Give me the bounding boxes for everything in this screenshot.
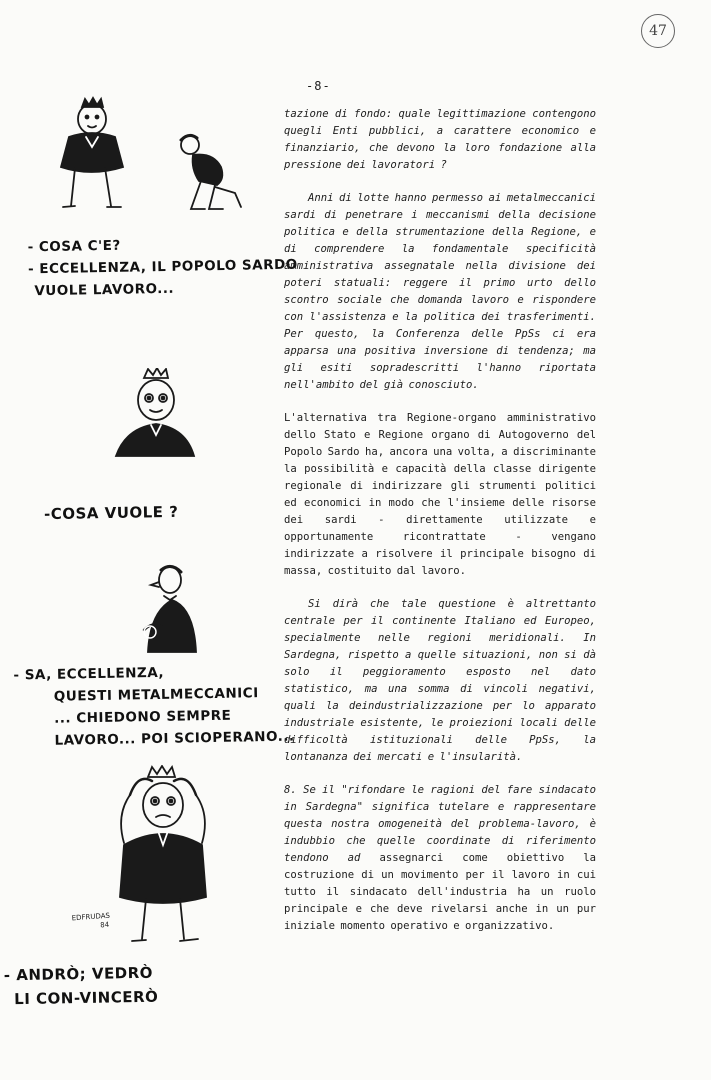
paragraph-4-text: Si dirà che tale questione è altrettanto centrale per il continente Italiano ed Europeo, specialmente nelle regioni meridionali. In Sardegna, rispetto a quelle situazioni, non si dà solo il peggioramento esposto nel dato statistico, ma una somma di vincoli negativi, quali la deindustrializzazione per lo apparato industriale esistente, le proiezioni locali delle difficoltà istituzionali delle PpSs, la lontananza dei mercati e l'insularità. — [284, 598, 596, 763]
paragraph-5-text-upright: assegnarci come obiettivo la costruzione di un movimento per il lavoro in cui tutto il sindacato dell'industria ha un ruolo principale e che deve rivelarsi anche in un pur iniziale momento operativo e organizzativo. — [284, 852, 596, 932]
caption-1-line-1: - COSA C'E? — [27, 237, 121, 256]
paragraph-1-text: tazione di fondo: quale legittimazione contengono quegli Enti pubblici, a carattere economico e finanziario, che devono la loro fondazione alla pressione dei lavoratori ? — [284, 108, 596, 171]
caption-4-line-1: - ANDRÒ; VEDRÒ — [3, 963, 154, 985]
paragraph-5-text-italic: 8. Se il "rifondare le ragioni del fare sindacato in Sardegna" significa tutelare e rappresentare questa nostra omogeneità del problema-lavoro, è indubbio che quelle coordinate di riferimento tendono ad — [284, 784, 596, 864]
cartoon-king-worried — [108, 765, 218, 950]
paragraph-3 — [284, 410, 596, 580]
paragraph-4 — [284, 596, 596, 766]
caption-3-line-2: QUESTI METALMECCANICI — [53, 685, 259, 705]
caption-3 — [13, 660, 295, 753]
cartoon-king-and-servant — [55, 95, 270, 225]
text-column — [284, 106, 596, 951]
page-stamp — [641, 14, 675, 48]
signature-year: 84 — [99, 920, 110, 930]
cartoon-king-portrait — [108, 368, 198, 460]
paragraph-2 — [284, 190, 596, 394]
caption-2-line-1: -COSA VUOLE ? — [43, 502, 179, 524]
caption-2 — [44, 501, 179, 525]
cartoon-official — [130, 560, 210, 655]
caption-3-line-4: LAVORO... POI SCIOPERANO... — [54, 728, 295, 749]
caption-1-line-3: VUOLE LAVORO... — [34, 280, 175, 300]
caption-4-line-2: LI CON-VINCERÒ — [14, 987, 159, 1009]
paragraph-1 — [284, 106, 596, 174]
paragraph-3-text: L'alternativa tra Regione-organo amministrativo dello Stato e Regione organo di Autogoverno del Popolo Sardo ha, ancora una volta, a discriminante la possibilità e capacità della classe dirigente regionale di indirizzare gli strumenti politici ed economici in modo che l'insieme delle risorse dei sardi - direttamente utilizzate e opportunamente ricontrattate - vengano indirizzate a risolvere il principale bisogno di massa, costituito dal lavoro. — [284, 412, 596, 577]
caption-1 — [27, 232, 298, 303]
page-number: -8- — [306, 79, 331, 93]
signature-name: EDFRUDAS — [71, 911, 111, 923]
caption-3-line-3: ... CHIEDONO SEMPRE — [54, 707, 232, 727]
caption-1-line-2: - ECCELLENZA, IL POPOLO SARDO — [27, 256, 298, 278]
page-stamp-text: 47 — [649, 23, 667, 39]
cartoonist-signature — [71, 912, 110, 933]
caption-4 — [4, 961, 159, 1012]
paragraph-2-text: Anni di lotte hanno permesso ai metalmeccanici sardi di penetrare i meccanismi della decisione politica e della strumentazione della Regione, e di comprendere la fondamentale specificità amministrativa assegnatale nella divisione dei poteri statuali: reggere il primo urto dello scontro sociale che domanda lavoro e rispondere con l'assistenza e la politica dei trasferimenti. Per questo, la Conferenza delle PpSs ci era apparsa una positiva inversione di tendenza; ma gli esiti sopradescritti l'hanno riportata nell'ambito del già conosciuto. — [284, 192, 596, 391]
paragraph-5 — [284, 782, 596, 935]
caption-3-line-1: - SA, ECCELLENZA, — [13, 664, 165, 684]
